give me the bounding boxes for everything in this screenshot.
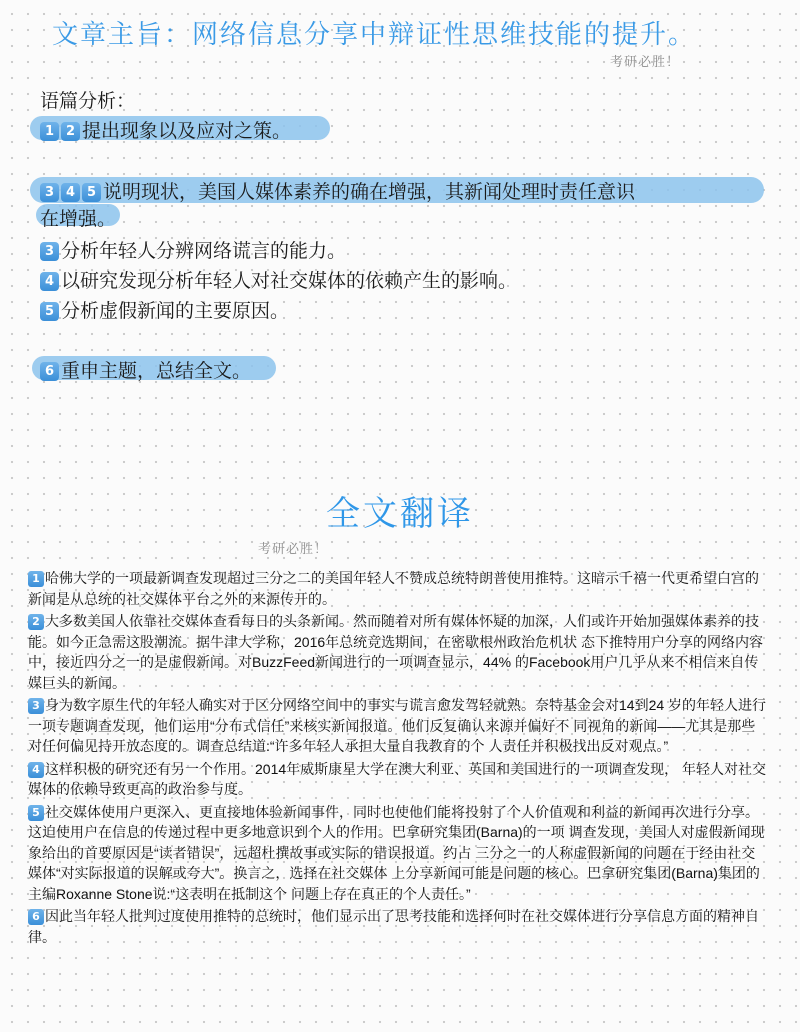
analysis-heading: 语篇分析： <box>40 90 136 112</box>
number-badge-icon: 4 <box>61 183 80 202</box>
translation-heading: 全文翻译 <box>326 494 474 534</box>
translation-paragraph <box>28 568 768 609</box>
paragraph-text: 哈佛大学的一项最新调查发现超过三分之二的美国年轻人不赞成总统特朗普使用推特。这暗示千禧一代更希望白宫的新闻是从总统的社交媒体平台之外的来源传开的。 <box>28 570 759 607</box>
number-badge-icon: 1 <box>40 122 59 141</box>
analysis-item <box>40 296 289 323</box>
number-badge-icon: 4 <box>40 272 59 291</box>
number-badge-icon: 6 <box>40 362 59 381</box>
analysis-item <box>40 266 517 293</box>
number-badge-icon: 3 <box>28 698 44 714</box>
translation-paragraph <box>28 906 768 947</box>
number-badge-icon: 1 <box>28 571 44 587</box>
translation-paragraph <box>28 759 768 800</box>
watermark: 考研必胜！ <box>610 54 681 69</box>
analysis-item <box>40 356 251 383</box>
analysis-item-text: 分析虚假新闻的主要原因。 <box>61 300 290 322</box>
analysis-item <box>40 177 635 204</box>
paragraph-text: 身为数字原生代的年轻人确实对于区分网络空间中的事实与谎言愈发驾轻就熟。奈特基金会对14到24 岁的年轻人进行一项专题调查发现，他们运用“分布式信任”来核实新闻报道。他们反复确认来源并偏好不 同视角的新闻——尤其是那些对任何偏见持开放态度的。调查总结道:“许多年轻人承担大量自我教育的个 人责任并积极找出反对观点。” <box>28 697 767 754</box>
translation-paragraph <box>28 611 768 693</box>
paragraph-text: 因此当年轻人批判过度使用推特的总统时，他们显示出了思考技能和选择何时在社交媒体进行分享信息方面的精神自律。 <box>28 908 759 945</box>
analysis-item-text: 重申主题，总结全文。 <box>61 360 252 382</box>
watermark: 考研必胜！ <box>258 541 329 556</box>
translation-body <box>28 568 768 949</box>
number-badge-icon: 5 <box>82 183 101 202</box>
paragraph-text: 大多数美国人依靠社交媒体查看每日的头条新闻。然而随着对所有媒体怀疑的加深，人们或许开始加强媒体素养的技能。如今正急需这股潮流。据牛津大学称，2016年总统竞选期间，在密歇根州政治危机状 态下推特用户分享的网络内容中，接近四分之一的是虚假新闻。对BuzzFeed新闻进行的一项调查显示，44% 的Facebook用户几乎从来不相信来自传媒巨头的新闻。 <box>28 613 764 691</box>
analysis-item-text: 以研究发现分析年轻人对社交媒体的依赖产生的影响。 <box>61 270 518 292</box>
number-badge-icon: 2 <box>28 614 44 630</box>
translation-paragraph <box>28 695 768 757</box>
number-badge-icon: 3 <box>40 183 59 202</box>
number-badge-icon: 5 <box>28 805 44 821</box>
analysis-item-text: 提出现象以及应对之策。 <box>82 120 292 142</box>
paragraph-text: 这样积极的研究还有另一个作用。2014年威斯康星大学在澳大利亚、英国和美国进行的一项调查发现， 年轻人对社交媒体的依赖导致更高的政治参与度。 <box>28 760 767 797</box>
analysis-item <box>40 116 291 143</box>
number-badge-icon: 6 <box>28 909 44 925</box>
number-badge-icon: 2 <box>61 122 80 141</box>
paragraph-text: 社交媒体使用户更深入、更直接地体验新闻事件，同时也使他们能将投射了个人价值观和利益的新闻再次进行分享。这迫使用户在信息的传递过程中更多地意识到个人的作用。巴拿研究集团(Barna)的一项 调查发现，美国人对虚假新闻现象给出的首要原因是“读者错误”，远超杜撰故事或实际的错误报道。约占 三分之一的人称虚假新闻的问题在于经由社交媒体“对实际报道的误解或夸大”。换言之，选择在社交媒体 上分享新闻可能是问题的核心。巴拿研究集团(Barna)集团的主编Roxanne Stone说:“这表明在抵制这个 问题上存在真正的个人责任。” <box>28 803 765 902</box>
analysis-item <box>40 236 346 263</box>
number-badge-icon: 4 <box>28 762 44 778</box>
page-title: 文章主旨：网络信息分享中辩证性思维技能的提升。 <box>52 20 697 50</box>
analysis-item-text: 说明现状，美国人媒体素养的确在增强，其新闻处理时责任意识 <box>103 181 636 203</box>
number-badge-icon: 5 <box>40 302 59 321</box>
analysis-item-continuation: 在增强。 <box>40 208 117 230</box>
translation-paragraph <box>28 802 768 905</box>
analysis-item-text: 分析年轻人分辨网络谎言的能力。 <box>61 240 347 262</box>
number-badge-icon: 3 <box>40 242 59 261</box>
